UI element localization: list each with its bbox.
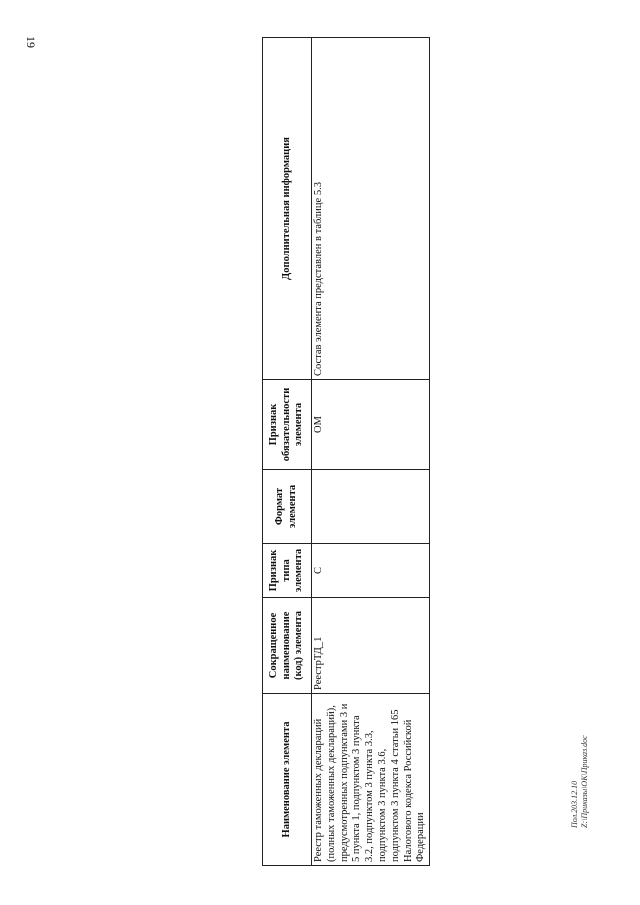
- elements-table: [262, 37, 430, 866]
- table-header-row: [263, 38, 312, 866]
- footer-line-1: Пол.203.12.10: [570, 780, 579, 828]
- header-type: Признак типа элемента: [263, 544, 312, 598]
- cell-name: Реестр таможенных деклараций (полных таможенных деклараций), предусмотренных подпунктами 3 и 5 пункта 1, подпунктом 3 пункта 3.2, подпунктом 3 пункта 3.3, подпунктом 3 пункта 3.6, подпунктом 3 пункта 4 статьи 165 Налогового кодекса Российской Федерации: [312, 694, 430, 866]
- header-code: Сокращенное наименование (код) элемента: [263, 598, 312, 694]
- rotated-table-container: [262, 38, 427, 866]
- footer-note: [570, 735, 589, 828]
- cell-format: [312, 470, 430, 544]
- cell-obligation: ОМ: [312, 380, 430, 470]
- footer-line-2: Z:\Приказы\ОК\Приказ.doc: [579, 735, 589, 828]
- page-number: 19: [24, 36, 38, 48]
- header-additional-info: Дополнительная информация: [263, 38, 312, 380]
- header-format: Формат элемента: [263, 470, 312, 544]
- cell-code: РеестрТД_1: [312, 598, 430, 694]
- table-row: [312, 38, 430, 866]
- header-name: Наименование элемента: [263, 694, 312, 866]
- header-obligation: Признак обязательности элемента: [263, 380, 312, 470]
- cell-type: С: [312, 544, 430, 598]
- cell-additional-info: Состав элемента представлен в таблице 5.3: [312, 38, 430, 380]
